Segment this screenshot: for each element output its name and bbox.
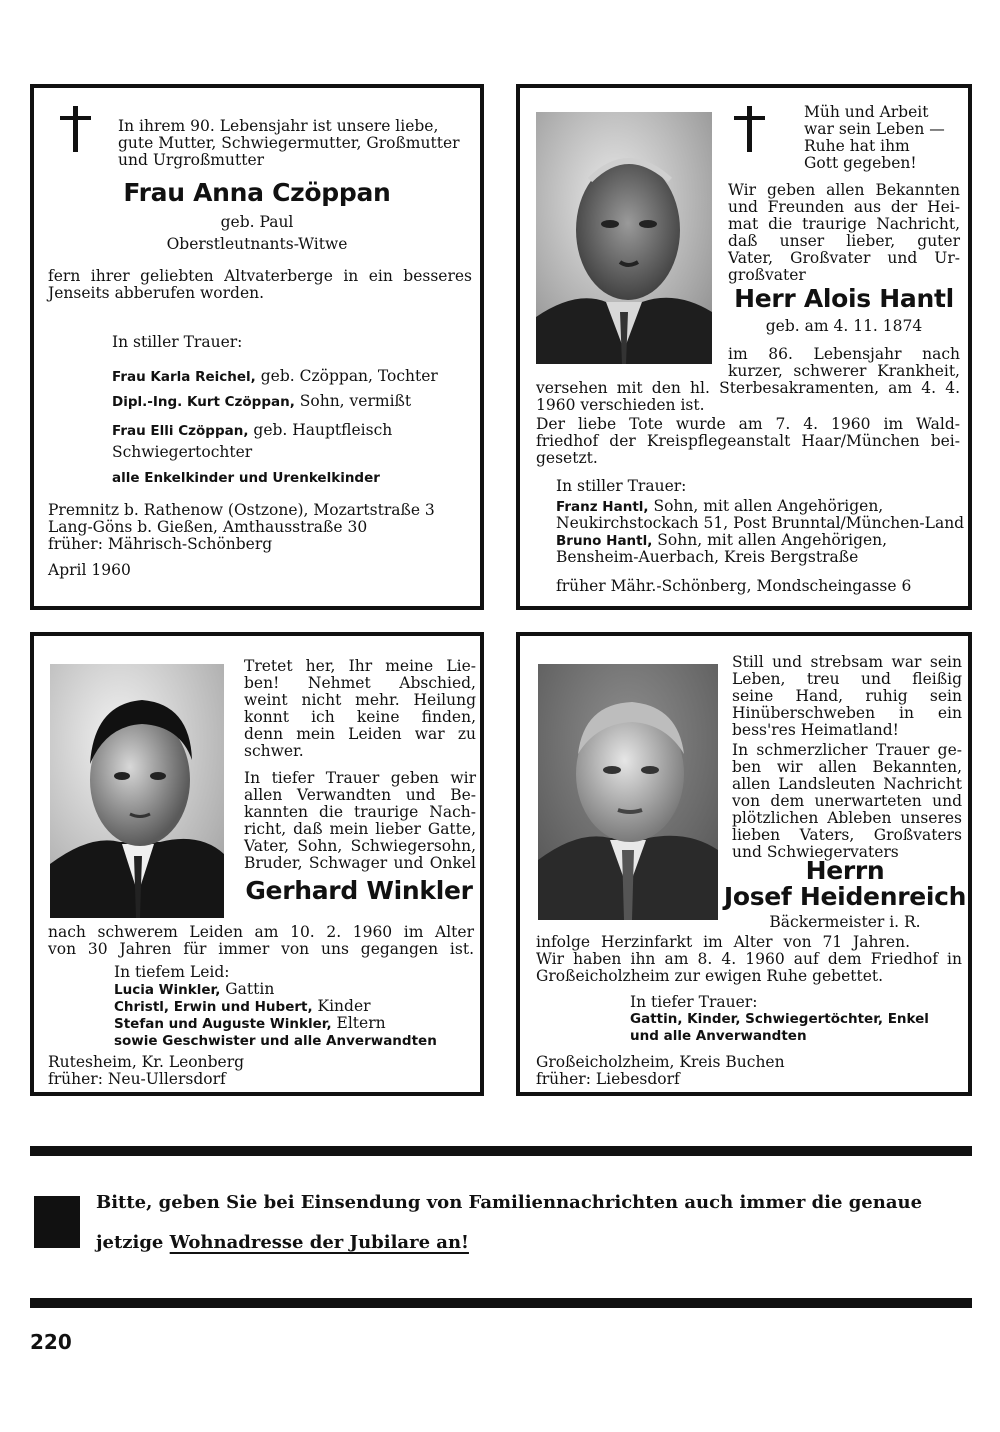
address-line: Großeicholzheim, Kreis Buchen: [536, 1053, 785, 1071]
intro-line: und Schwiegervaters: [732, 843, 899, 861]
intro-line: lieben Vaters, Großvaters: [732, 826, 962, 844]
mourner-relation: Sohn, mit allen Angehörigen,: [652, 531, 888, 549]
intro-line: Wir geben allen Bekannten: [728, 181, 960, 199]
mourner-name: Frau Elli Czöppan,: [112, 423, 249, 439]
intro-line: kannten die traurige Nach-: [244, 803, 476, 821]
address-line: Premnitz b. Rathenow (Ostzone), Mozartstraße 3: [48, 501, 435, 519]
verse-line: Hinüberschweben in ein: [732, 704, 962, 722]
cross-icon: [60, 106, 91, 152]
notice-text-line: Bitte, geben Sie bei Einsendung von Familiennachrichten auch immer die genaue: [96, 1192, 923, 1213]
obituary-anna-czoeppan: [30, 84, 484, 610]
mourner-line: [114, 1032, 437, 1050]
verse-line: Tretet her, Ihr meine Lie-: [244, 657, 476, 675]
black-square-icon: [34, 1196, 80, 1248]
birth-date: geb. am 4. 11. 1874: [765, 317, 923, 335]
mourner-line: [112, 422, 392, 440]
intro-line: In schmerzlicher Trauer ge-: [732, 741, 962, 759]
verse-line: Leben, treu und fleißig: [732, 670, 962, 688]
mourner-line: [556, 549, 858, 566]
address-line: früher: Mährisch-Schönberg: [48, 535, 273, 553]
intro-line: Vater, Sohn, Schwiegersohn,: [244, 837, 476, 855]
intro-line: und Urgroßmutter: [118, 151, 265, 169]
verse-line: konnt ich keine finden,: [244, 708, 476, 726]
text-line: 1960 verschieden ist.: [536, 396, 705, 414]
burial-line: friedhof der Kreispflegeanstalt Haar/München bei-: [536, 432, 960, 450]
intro-line: plötzlichen Ableben unseres: [732, 809, 962, 827]
mourner-line: [114, 998, 371, 1016]
verse-line: Müh und Arbeit: [804, 103, 929, 121]
intro-line: mat die traurige Nachricht,: [728, 215, 960, 233]
mourner-name: Stefan und Auguste Winkler,: [114, 1016, 332, 1032]
notice-text-line: [96, 1232, 469, 1254]
verse-line: seine Hand, ruhig sein: [732, 687, 962, 705]
mourner-name: Frau Karla Reichel,: [112, 369, 256, 385]
mourner-line: [112, 393, 411, 411]
mourning-heading: In stiller Trauer:: [556, 477, 687, 495]
mourner-relation: Gattin: [220, 980, 275, 998]
intro-line: richt, daß mein lieber Gatte,: [244, 820, 476, 838]
date-line: April 1960: [48, 561, 131, 579]
mourner-relation: Schwiegertochter: [112, 443, 253, 461]
mourner-relation: Sohn, vermißt: [294, 392, 412, 410]
address-line: Lang-Göns b. Gießen, Amthausstraße 30: [48, 518, 368, 536]
divider-rule: [30, 1298, 972, 1308]
text-line: infolge Herzinfarkt im Alter von 71 Jahren.: [536, 933, 910, 951]
intro-line: und Freunden aus der Hei-: [728, 198, 960, 216]
deceased-name: Herr Alois Hantl: [734, 284, 954, 313]
text-line: versehen mit den hl. Sterbesakramenten, am 4. 4.: [536, 379, 960, 397]
mourner-relation: Sohn, mit allen Angehörigen,: [648, 497, 884, 515]
portrait-photo: [536, 112, 712, 364]
obituary-alois-hantl: [516, 84, 972, 610]
deceased-name: Josef Heidenreich: [723, 882, 967, 911]
verse-line: Ruhe hat ihm: [804, 137, 910, 155]
salutation: Herrn: [805, 856, 885, 885]
mourning-heading: In tiefer Trauer:: [630, 993, 758, 1011]
former-residence: früher Mähr.-Schönberg, Mondscheingasse 6: [556, 577, 912, 595]
mourning-heading: In tiefem Leid:: [114, 963, 230, 981]
mourner-line: [556, 498, 883, 516]
mourner-relation: Neukirchstockach 51, Post Brunntal/München-Land: [556, 514, 965, 532]
profession: Bäckermeister i. R.: [769, 913, 921, 931]
mourner-relation: geb. Hauptfleisch: [248, 421, 393, 439]
cross-icon: [734, 106, 765, 152]
intro-line: gute Mutter, Schwiegermutter, Großmutter: [118, 134, 460, 152]
intro-line: großvater: [728, 266, 806, 284]
mourner-relation: Bensheim-Auerbach, Kreis Bergstraße: [556, 548, 859, 566]
deceased-name: Frau Anna Czöppan: [123, 178, 391, 207]
title-line: Oberstleutnants-Witwe: [166, 235, 348, 253]
portrait-photo: [50, 664, 224, 918]
obituary-josef-heidenreich: [516, 632, 972, 1096]
verse-line: Gott gegeben!: [804, 154, 917, 172]
text-line: Jenseits abberufen worden.: [48, 284, 265, 302]
grandchildren-line: alle Enkelkinder und Urenkelkinder: [112, 470, 380, 486]
mourner-name: Lucia Winkler,: [114, 982, 221, 998]
text-line: nach schwerem Leiden am 10. 2. 1960 im Alter: [48, 923, 474, 941]
intro-line: allen Verwandten und Be-: [244, 786, 476, 804]
maiden-name: geb. Paul: [220, 213, 294, 231]
mourner-relation: Kinder: [312, 997, 371, 1015]
verse-line: weint nicht mehr. Heilung: [244, 691, 476, 709]
deceased-name: Gerhard Winkler: [245, 876, 473, 905]
verse-line: Still und strebsam war sein: [732, 653, 962, 671]
text-line: fern ihrer geliebten Altvaterberge in ein besseres: [48, 267, 472, 285]
burial-line: Der liebe Tote wurde am 7. 4. 1960 im Wald-: [536, 415, 960, 433]
mourning-heading: In stiller Trauer:: [112, 333, 243, 351]
mourner-line: [112, 444, 252, 461]
mourner-name: Franz Hantl,: [556, 499, 649, 515]
divider-rule: [30, 1146, 972, 1156]
verse-line: schwer.: [244, 742, 304, 760]
portrait-photo: [538, 664, 718, 920]
intro-line: ben wir allen Bekannten,: [732, 758, 962, 776]
mourner-line: [114, 981, 274, 999]
mourner-relation: Eltern: [331, 1014, 386, 1032]
burial-line: gesetzt.: [536, 449, 598, 467]
address-line: früher: Neu-Ullersdorf: [48, 1070, 226, 1088]
address-line: Rutesheim, Kr. Leonberg: [48, 1053, 245, 1071]
text-line: von 30 Jahren für immer von uns gegangen ist.: [48, 940, 474, 958]
mourner-line: [112, 368, 438, 386]
mourner-relation: geb. Czöppan, Tochter: [255, 367, 438, 385]
verse-line: denn mein Leiden war zu: [244, 725, 476, 743]
intro-line: allen Landsleuten Nachricht: [732, 775, 962, 793]
intro-line: daß unser lieber, guter: [728, 232, 960, 250]
text-line: im 86. Lebensjahr nach: [728, 345, 960, 363]
mourner-line: Gattin, Kinder, Schwiegertöchter, Enkel: [630, 1011, 929, 1027]
notice-text-pre: jetzige: [96, 1232, 164, 1253]
text-line: Großeicholzheim zur ewigen Ruhe gebettet.: [536, 967, 884, 985]
intro-line: von dem unerwarteten und: [732, 792, 962, 810]
obituary-gerhard-winkler: [30, 632, 484, 1096]
page-number: 220: [30, 1330, 72, 1354]
mourner-line: [556, 532, 887, 550]
intro-line: Vater, Großvater und Ur-: [728, 249, 960, 267]
mourner-name: Bruno Hantl,: [556, 533, 653, 549]
mourner-name: Dipl.-Ing. Kurt Czöppan,: [112, 394, 295, 410]
text-line: Wir haben ihn am 8. 4. 1960 auf dem Friedhof in: [536, 950, 962, 968]
mourner-name: Christl, Erwin und Hubert,: [114, 999, 313, 1015]
intro-line: Bruder, Schwager und Onkel: [244, 854, 476, 872]
notice-text-emphasis: Wohnadresse der Jubilare an!: [169, 1232, 469, 1253]
verse-line: war sein Leben —: [804, 120, 945, 138]
mourner-line: und alle Anverwandten: [630, 1028, 807, 1044]
mourner-line: [114, 1015, 386, 1033]
text-line: kurzer, schwerer Krankheit,: [728, 362, 960, 380]
mourner-name: sowie Geschwister und alle Anverwandten: [114, 1033, 437, 1049]
intro-line: In ihrem 90. Lebensjahr ist unsere liebe,: [118, 117, 439, 135]
mourner-line: [556, 515, 964, 532]
verse-line: bess'res Heimatland!: [732, 721, 899, 739]
verse-line: ben! Nehmet Abschied,: [244, 674, 476, 692]
intro-line: In tiefer Trauer geben wir: [244, 769, 476, 787]
address-line: früher: Liebesdorf: [536, 1070, 680, 1088]
